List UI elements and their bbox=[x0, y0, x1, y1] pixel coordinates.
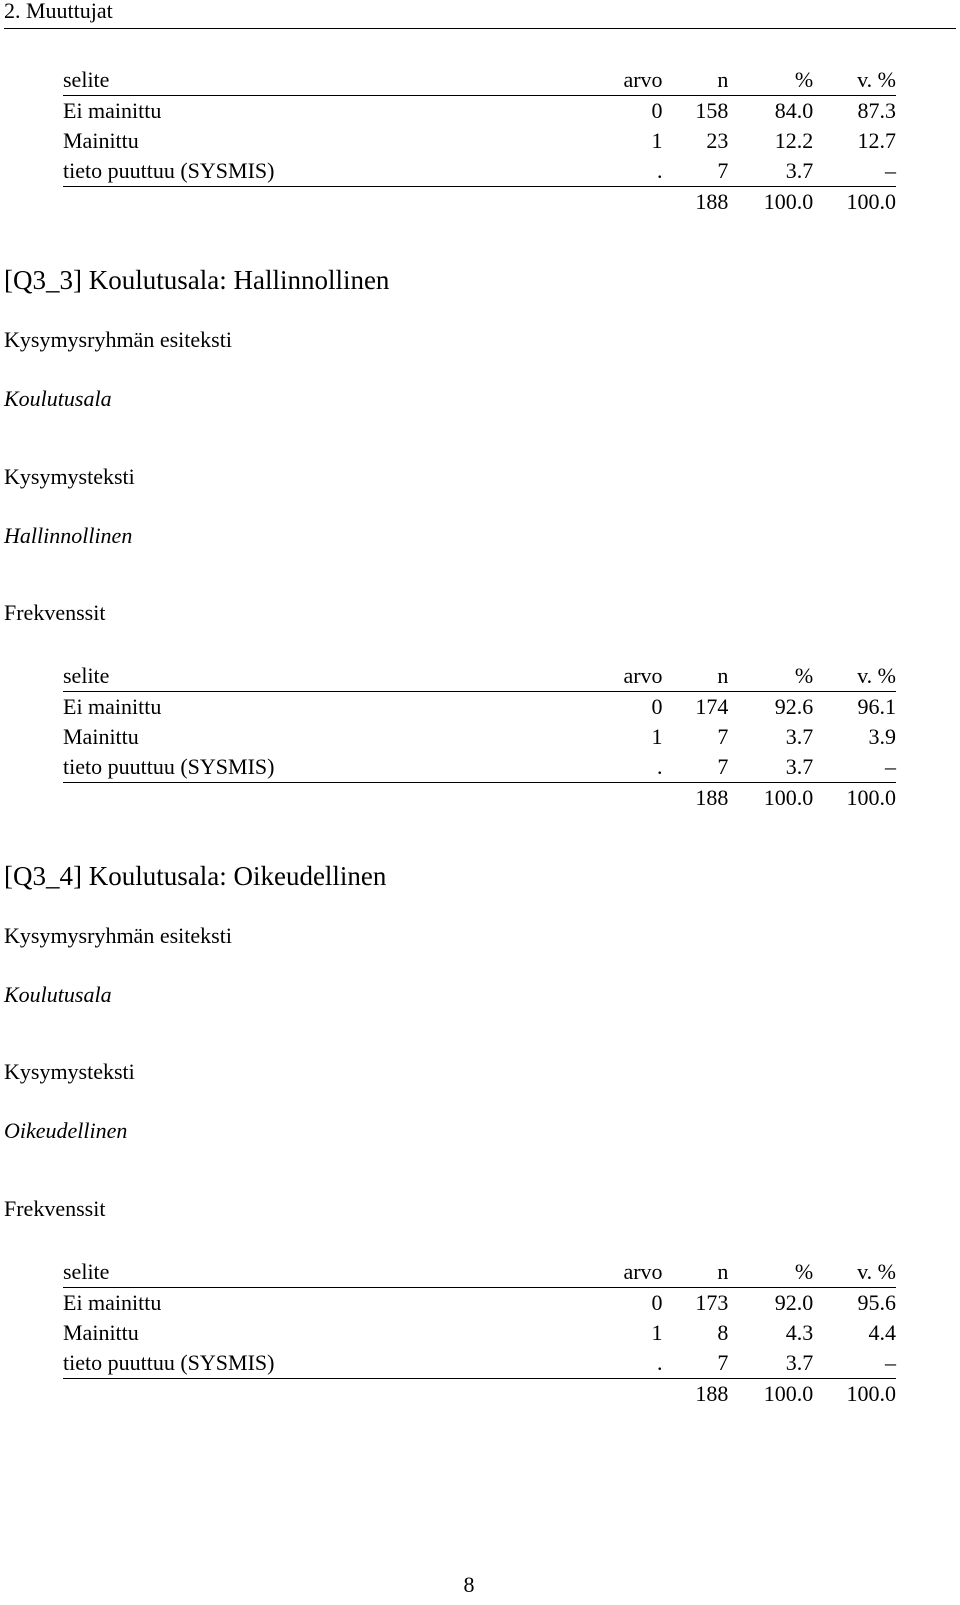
frequency-table-q3-4 bbox=[63, 1256, 896, 1409]
total-n: 188 bbox=[695, 785, 729, 810]
row-n: 173 bbox=[695, 1290, 729, 1315]
running-header bbox=[4, 0, 956, 29]
row-pct: 92.0 bbox=[774, 1290, 814, 1315]
total-valid-pct: 100.0 bbox=[846, 189, 896, 214]
row-label: tieto puuttuu (SYSMIS) bbox=[63, 752, 519, 783]
table-row bbox=[63, 692, 896, 723]
row-n: 158 bbox=[695, 98, 729, 123]
question-heading: Kysymysteksti bbox=[4, 464, 135, 489]
table-row bbox=[63, 96, 896, 127]
total-pct: 100.0 bbox=[763, 189, 814, 214]
row-label: Ei mainittu bbox=[63, 1290, 162, 1315]
col-header-label: selite bbox=[63, 660, 519, 692]
row-valid-pct: 3.9 bbox=[868, 724, 896, 749]
page-number: 8 bbox=[463, 1572, 475, 1597]
frequencies-heading: Frekvenssit bbox=[4, 600, 106, 625]
table-row bbox=[63, 722, 896, 752]
frequency-table-previous bbox=[63, 64, 896, 217]
row-valid-pct: – bbox=[813, 752, 896, 783]
row-value: . bbox=[519, 752, 662, 783]
question-heading: Kysymysteksti bbox=[4, 1059, 135, 1084]
row-pct: 3.7 bbox=[728, 752, 813, 783]
chapter-title: 2. Muuttujat bbox=[4, 0, 113, 23]
col-header-valid-pct: v. % bbox=[813, 1256, 896, 1288]
row-n: 7 bbox=[663, 1348, 729, 1379]
table-row-missing bbox=[63, 1348, 896, 1379]
table-total-row bbox=[63, 1379, 896, 1410]
col-header-value: arvo bbox=[519, 660, 662, 692]
section-title-q3-4: [Q3_4] Koulutusala: Oikeudellinen bbox=[4, 861, 387, 891]
table-header-row bbox=[63, 1256, 896, 1288]
row-label: tieto puuttuu (SYSMIS) bbox=[63, 1348, 519, 1379]
table-row-missing bbox=[63, 752, 896, 783]
col-header-value: arvo bbox=[519, 64, 662, 96]
row-n: 8 bbox=[717, 1320, 729, 1345]
row-label: Mainittu bbox=[63, 128, 139, 153]
col-header-n: n bbox=[663, 1256, 729, 1288]
row-value: 1 bbox=[651, 1320, 663, 1345]
col-header-valid-pct: v. % bbox=[813, 64, 896, 96]
row-pct: 3.7 bbox=[785, 724, 814, 749]
row-value: 0 bbox=[651, 98, 663, 123]
col-header-label: selite bbox=[63, 64, 519, 96]
row-label: Mainittu bbox=[63, 1320, 139, 1345]
total-valid-pct: 100.0 bbox=[846, 1381, 896, 1406]
question-text: Hallinnollinen bbox=[4, 523, 133, 548]
table-row-missing bbox=[63, 156, 896, 187]
col-header-n: n bbox=[663, 660, 729, 692]
row-valid-pct: 12.7 bbox=[857, 128, 896, 153]
total-valid-pct: 100.0 bbox=[846, 785, 896, 810]
col-header-pct: % bbox=[728, 660, 813, 692]
group-label-text: Koulutusala bbox=[4, 386, 112, 411]
row-label: Mainittu bbox=[63, 724, 139, 749]
row-n: 7 bbox=[663, 752, 729, 783]
table-row bbox=[63, 1318, 896, 1348]
total-n: 188 bbox=[695, 189, 729, 214]
table-total-row bbox=[63, 187, 896, 218]
table-header-row bbox=[63, 660, 896, 692]
row-label: Ei mainittu bbox=[63, 98, 162, 123]
total-pct: 100.0 bbox=[763, 1381, 814, 1406]
total-n: 188 bbox=[695, 1381, 729, 1406]
col-header-valid-pct: v. % bbox=[813, 660, 896, 692]
row-valid-pct: 4.4 bbox=[868, 1320, 896, 1345]
row-n: 7 bbox=[717, 724, 729, 749]
col-header-value: arvo bbox=[519, 1256, 662, 1288]
row-valid-pct: – bbox=[813, 156, 896, 187]
table-row bbox=[63, 1288, 896, 1319]
row-valid-pct: 87.3 bbox=[857, 98, 896, 123]
row-value: 0 bbox=[651, 694, 663, 719]
col-header-pct: % bbox=[728, 1256, 813, 1288]
row-valid-pct: 96.1 bbox=[857, 694, 896, 719]
row-n: 7 bbox=[663, 156, 729, 187]
col-header-label: selite bbox=[63, 1256, 519, 1288]
row-value: . bbox=[519, 1348, 662, 1379]
frequencies-heading: Frekvenssit bbox=[4, 1196, 106, 1221]
row-n: 23 bbox=[706, 128, 729, 153]
row-valid-pct: 95.6 bbox=[857, 1290, 896, 1315]
table-header-row bbox=[63, 64, 896, 96]
total-pct: 100.0 bbox=[763, 785, 814, 810]
row-valid-pct: – bbox=[813, 1348, 896, 1379]
table-row bbox=[63, 126, 896, 156]
row-label: Ei mainittu bbox=[63, 694, 162, 719]
row-pct: 4.3 bbox=[785, 1320, 814, 1345]
question-text: Oikeudellinen bbox=[4, 1118, 128, 1143]
group-label-heading: Kysymysryhmän esiteksti bbox=[4, 923, 232, 948]
table-total-row bbox=[63, 783, 896, 814]
group-label-heading: Kysymysryhmän esiteksti bbox=[4, 327, 232, 352]
col-header-pct: % bbox=[728, 64, 813, 96]
col-header-n: n bbox=[663, 64, 729, 96]
row-pct: 12.2 bbox=[774, 128, 814, 153]
row-n: 174 bbox=[695, 694, 729, 719]
row-label: tieto puuttuu (SYSMIS) bbox=[63, 156, 519, 187]
group-label-text: Koulutusala bbox=[4, 982, 112, 1007]
frequency-table-q3-3 bbox=[63, 660, 896, 813]
row-pct: 84.0 bbox=[774, 98, 814, 123]
row-pct: 92.6 bbox=[774, 694, 814, 719]
row-value: 1 bbox=[651, 724, 663, 749]
row-pct: 3.7 bbox=[728, 1348, 813, 1379]
row-value: . bbox=[519, 156, 662, 187]
section-title-q3-3: [Q3_3] Koulutusala: Hallinnollinen bbox=[4, 265, 390, 295]
row-pct: 3.7 bbox=[728, 156, 813, 187]
row-value: 0 bbox=[651, 1290, 663, 1315]
row-value: 1 bbox=[651, 128, 663, 153]
